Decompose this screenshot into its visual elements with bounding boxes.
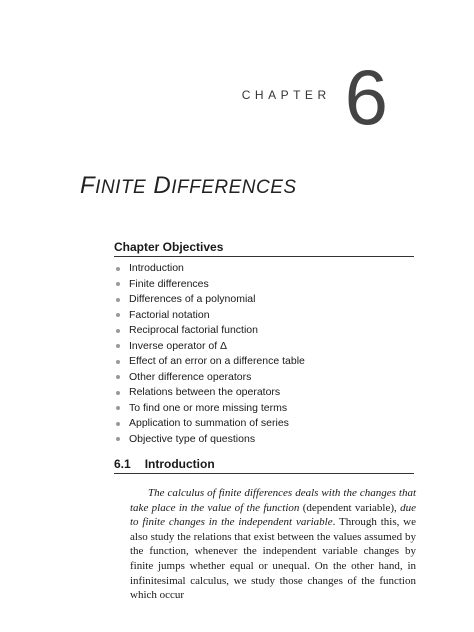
para-text-2: . Through this, we also study the relations that exist between the values assumed by the function, whenever the independent variable changes by finite jumps whether equal or unequal. On the other hand, in infinitesimal calculus, we study those changes of the function which occur: [130, 516, 417, 602]
objective-item: Introduction: [114, 261, 414, 277]
bullet-icon: [116, 313, 120, 317]
objective-item: Objective type of questions: [114, 432, 414, 448]
title-second-rest: IFFERENCES: [171, 177, 297, 198]
objective-item: Inverse operator of Δ: [114, 339, 414, 355]
objective-item: Finite differences: [114, 277, 414, 293]
objective-item: Other difference operators: [114, 370, 414, 386]
bullet-icon: [116, 282, 120, 286]
para-text-1: (dependent variable),: [299, 501, 401, 514]
para-italic-1: The calculus of finite differences deals with the changes that take place in the value of the function: [130, 487, 416, 514]
bullet-icon: [116, 406, 120, 410]
bullet-icon: [116, 422, 120, 426]
title-first-cap: F: [80, 172, 96, 199]
para-italic-2: due to finite changes in the independent variable: [130, 501, 417, 529]
objectives-list: [114, 261, 414, 447]
objective-item: To find one or more missing terms: [114, 401, 414, 417]
title-first-rest: INITE: [95, 177, 147, 198]
chapter-title: [80, 172, 297, 200]
bullet-icon: [116, 360, 120, 364]
objectives-heading: Chapter Objectives: [114, 240, 414, 257]
bullet-icon: [116, 267, 120, 271]
bullet-icon: [116, 375, 120, 379]
intro-paragraph: [130, 486, 416, 603]
objective-item: Application to summation of series: [114, 416, 414, 432]
bullet-icon: [116, 298, 120, 302]
objective-item: Differences of a polynomial: [114, 292, 414, 308]
bullet-icon: [116, 437, 120, 441]
objective-item: Reciprocal factorial function: [114, 323, 414, 339]
chapter-header: [241, 53, 388, 141]
bullet-icon: [116, 329, 120, 333]
title-second-cap: D: [153, 172, 172, 199]
chapter-objectives: [114, 240, 414, 447]
chapter-label: CHAPTER: [241, 88, 331, 102]
bullet-icon: [116, 344, 120, 348]
chapter-number: 6: [344, 53, 388, 141]
objective-item: Factorial notation: [114, 308, 414, 324]
section-title: Introduction: [144, 457, 215, 471]
bullet-icon: [116, 391, 120, 395]
objective-item: Relations between the operators: [114, 385, 414, 401]
objective-item: Effect of an error on a difference table: [114, 354, 414, 370]
section-heading: [114, 457, 414, 474]
section-number: 6.1: [114, 457, 131, 471]
